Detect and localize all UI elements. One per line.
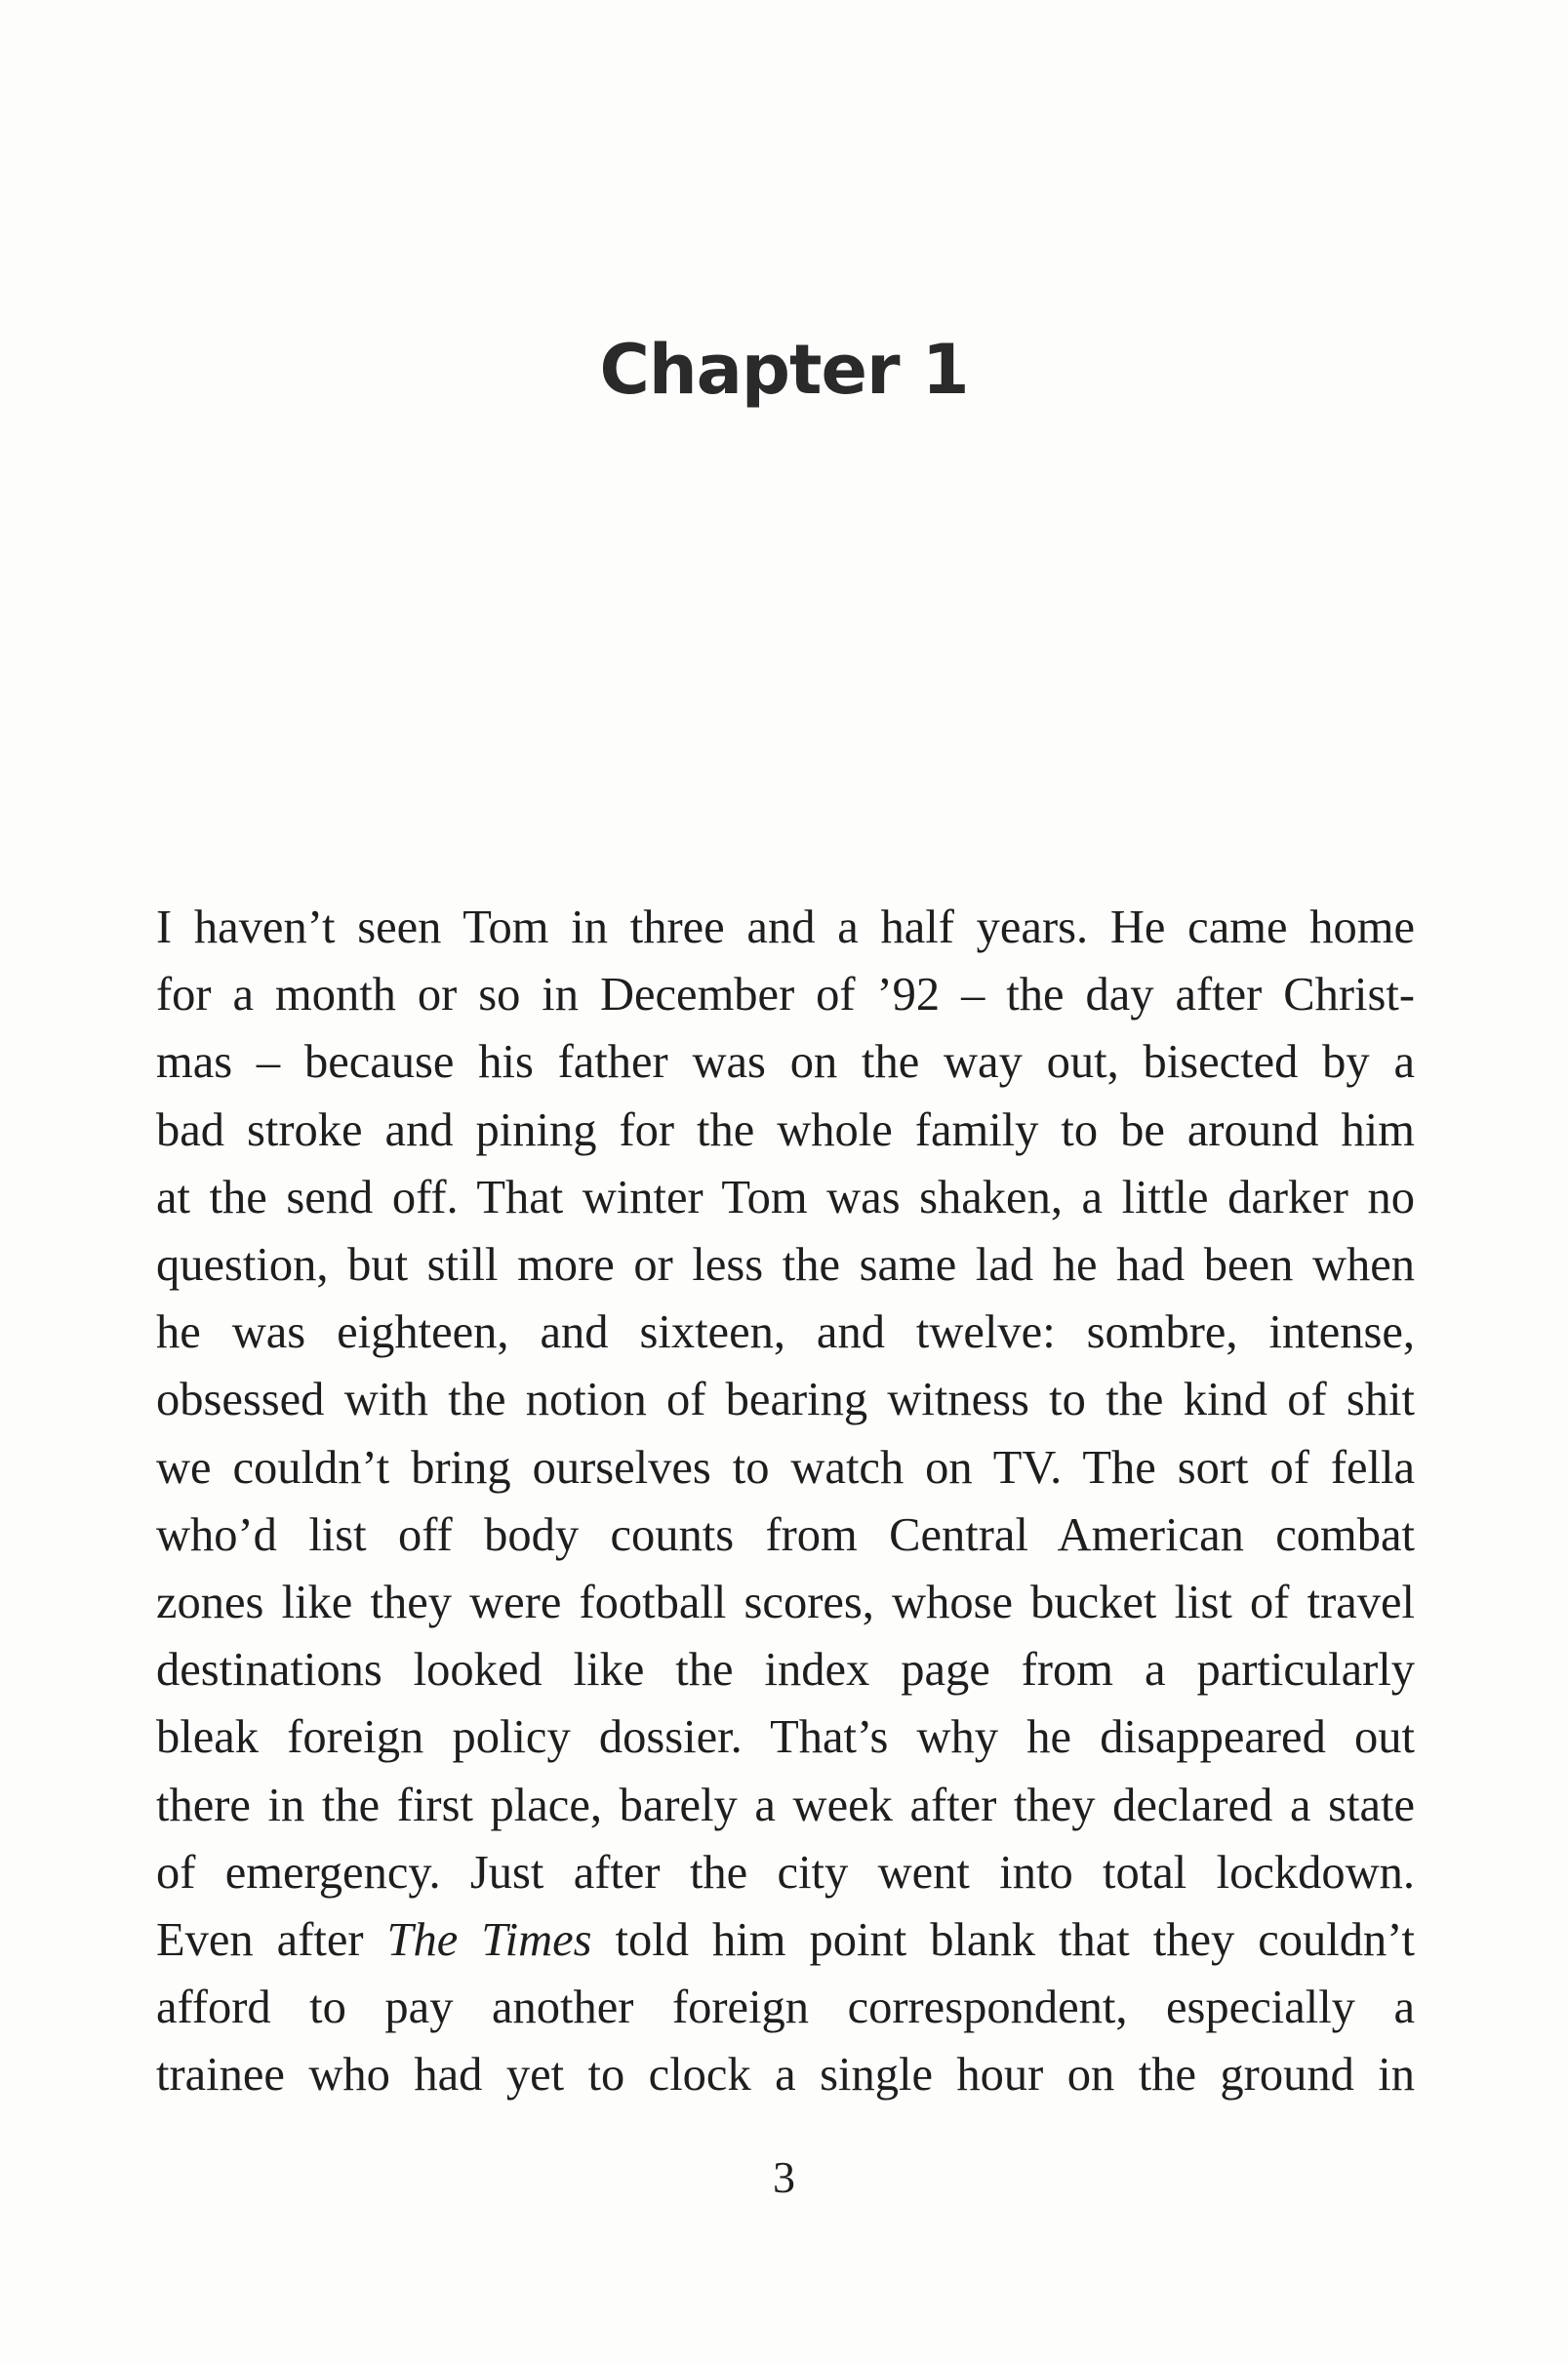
text-line: obsessed with the notion of bearing witness to the kind of shit: [156, 1374, 1415, 1426]
text-line: for a month or so in December of ’92 – the day after Christ-: [156, 969, 1415, 1022]
chapter-title: Chapter 1: [599, 330, 969, 410]
text-line: at the send off. That winter Tom was shaken, a little darker no: [156, 1171, 1415, 1223]
text-line: question, but still more or less the same lad he had been when: [156, 1239, 1415, 1292]
text-line: who’d list off body counts from Central American combat: [156, 1508, 1415, 1561]
text-line: I haven’t seen Tom in three and a half years. He came home: [156, 902, 1415, 953]
text-line: destinations looked like the index page from a particularly: [156, 1644, 1415, 1697]
text-line: zones like they were football scores, whose bucket list of travel: [156, 1577, 1415, 1629]
text-segment: told him point blank that they couldn’t: [591, 1914, 1415, 1967]
page-number: 3: [773, 2152, 795, 2202]
text-line: bleak foreign policy dossier. That’s why he disappeared out: [156, 1711, 1415, 1764]
text-line-with-italic: [156, 1906, 1415, 1974]
text-line: bad stroke and pining for the whole family to be around him: [156, 1103, 1415, 1156]
text-line: we couldn’t bring ourselves to watch on TV. The sort of fella: [156, 1441, 1415, 1494]
body-paragraph: [156, 894, 1415, 2109]
text-line: there in the first place, barely a week after they declared a state: [156, 1779, 1415, 1831]
newspaper-title: The Times: [386, 1914, 592, 1967]
text-segment: Even after: [156, 1914, 387, 1967]
text-line: of emergency. Just after the city went into total lockdown.: [156, 1846, 1415, 1899]
text-line: trainee who had yet to clock a single hour on the ground in: [156, 2049, 1415, 2102]
text-line: mas – because his father was on the way out, bisected by a: [156, 1036, 1415, 1089]
text-line: afford to pay another foreign correspondent, especially a: [156, 1982, 1415, 2034]
text-line: he was eighteen, and sixteen, and twelve: sombre, intense,: [156, 1306, 1415, 1359]
